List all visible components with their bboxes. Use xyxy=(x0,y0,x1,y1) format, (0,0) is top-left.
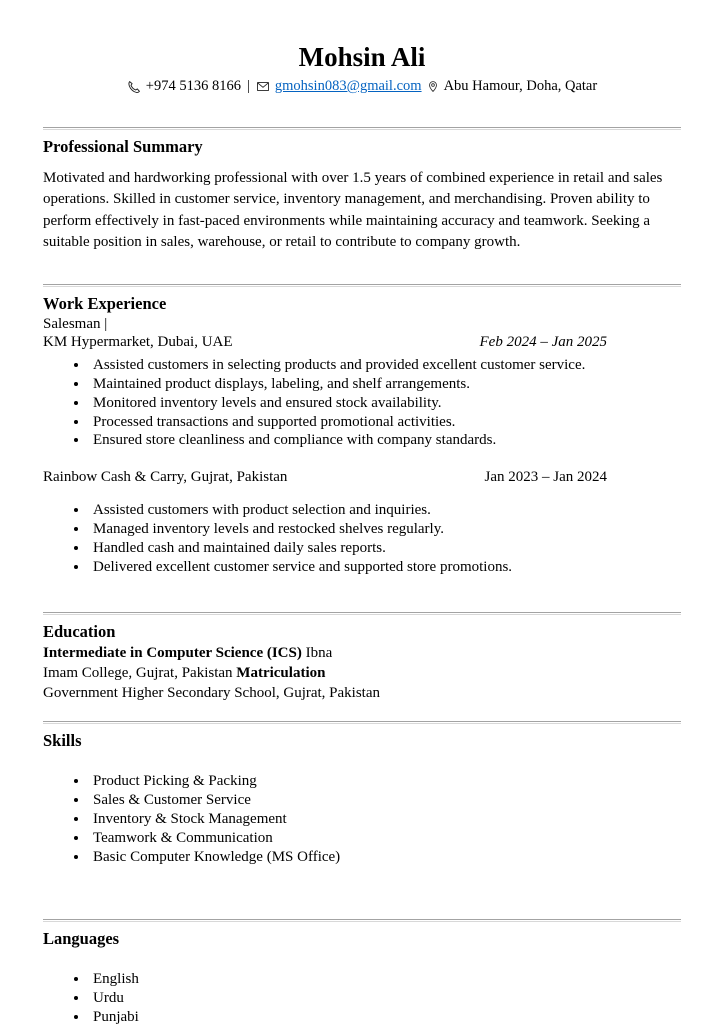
skill-item: • Teamwork & Communication xyxy=(89,830,681,847)
section-title-work-experience: Work Experience xyxy=(43,294,167,314)
degree-name: Matriculation xyxy=(236,665,326,682)
email-link[interactable]: gmohsin083@gmail.com xyxy=(274,78,422,94)
section-title-languages: Languages xyxy=(43,929,120,949)
degree-suffix: Ibna xyxy=(305,645,333,662)
resume-header xyxy=(43,42,681,95)
skills-list xyxy=(43,773,681,865)
section-education xyxy=(43,612,681,702)
phone-icon xyxy=(127,80,141,94)
job-bullet-list xyxy=(43,357,681,449)
language-item: • English xyxy=(89,971,681,988)
section-professional-summary xyxy=(43,127,681,253)
education-line xyxy=(43,664,681,682)
job-bullet: • Monitored inventory levels and ensured stock availability. xyxy=(89,395,681,412)
degree-name: Intermediate in Computer Science (ICS) xyxy=(43,645,302,662)
job-bullet: • Handled cash and maintained daily sales reports. xyxy=(89,540,681,557)
summary-text: Motivated and hardworking professional with over 1.5 years of combined experience in retail and sales operations. Skilled in customer service, inventory management, and merchandising. Proven ability to perform effectively in fast-paced environments while maintaining accuracy and teamwork. Seeking a suitable position in sales, warehouse, or retail to contribute to company growth. xyxy=(43,170,663,250)
school-name: Imam College, Gujrat, Pakistan xyxy=(43,665,233,682)
job-dates: Jan 2023 – Jan 2024 xyxy=(484,469,607,486)
job-bullet: • Ensured store cleanliness and compliance with company standards. xyxy=(89,432,681,449)
skill-item: • Sales & Customer Service xyxy=(89,792,681,809)
phone-number: +974 5136 8166 xyxy=(145,78,241,94)
job-bullet: • Maintained product displays, labeling, and shelf arrangements. xyxy=(89,376,681,393)
skill-item: • Basic Computer Knowledge (MS Office) xyxy=(89,849,681,866)
job-bullet-list xyxy=(43,502,681,575)
location-text: Abu Hamour, Doha, Qatar xyxy=(443,78,598,94)
job-bullet: • Processed transactions and supported promotional activities. xyxy=(89,414,681,431)
job-header xyxy=(43,469,681,486)
education-line xyxy=(43,644,681,662)
section-skills xyxy=(43,721,681,865)
section-title-education: Education xyxy=(43,622,116,642)
section-work-experience xyxy=(43,284,681,575)
education-line: Government Higher Secondary School, Gujrat, Pakistan xyxy=(43,685,381,702)
job-role: Salesman | xyxy=(43,316,108,333)
job-bullet: • Assisted customers in selecting products and provided excellent customer service. xyxy=(89,357,681,374)
section-title-professional-summary: Professional Summary xyxy=(43,137,203,156)
job-header xyxy=(43,334,681,351)
skill-item: • Product Picking & Packing xyxy=(89,773,681,790)
job-bullet: • Managed inventory levels and restocked shelves regularly. xyxy=(89,521,681,538)
contact-separator: | xyxy=(246,78,250,94)
company-name: KM Hypermarket, Dubai, UAE xyxy=(43,334,233,351)
skill-item: • Inventory & Stock Management xyxy=(89,811,681,828)
section-divider xyxy=(43,284,681,287)
language-item: • Punjabi xyxy=(89,1009,681,1026)
job-bullet: • Delivered excellent customer service and supported store promotions. xyxy=(89,559,681,576)
language-item: • Urdu xyxy=(89,990,681,1007)
section-divider xyxy=(43,127,681,130)
location-pin-icon xyxy=(427,79,439,94)
job-dates: Feb 2024 – Jan 2025 xyxy=(479,334,607,351)
company-name: Rainbow Cash & Carry, Gujrat, Pakistan xyxy=(43,469,288,486)
section-title-skills: Skills xyxy=(43,731,82,751)
contact-line xyxy=(43,78,681,95)
section-languages xyxy=(43,919,681,1025)
section-divider xyxy=(43,612,681,615)
page-title: Mohsin Ali xyxy=(298,42,426,72)
languages-list xyxy=(43,971,681,1025)
section-divider xyxy=(43,721,681,724)
envelope-icon xyxy=(256,80,270,93)
section-divider xyxy=(43,919,681,922)
job-bullet: • Assisted customers with product selection and inquiries. xyxy=(89,502,681,519)
